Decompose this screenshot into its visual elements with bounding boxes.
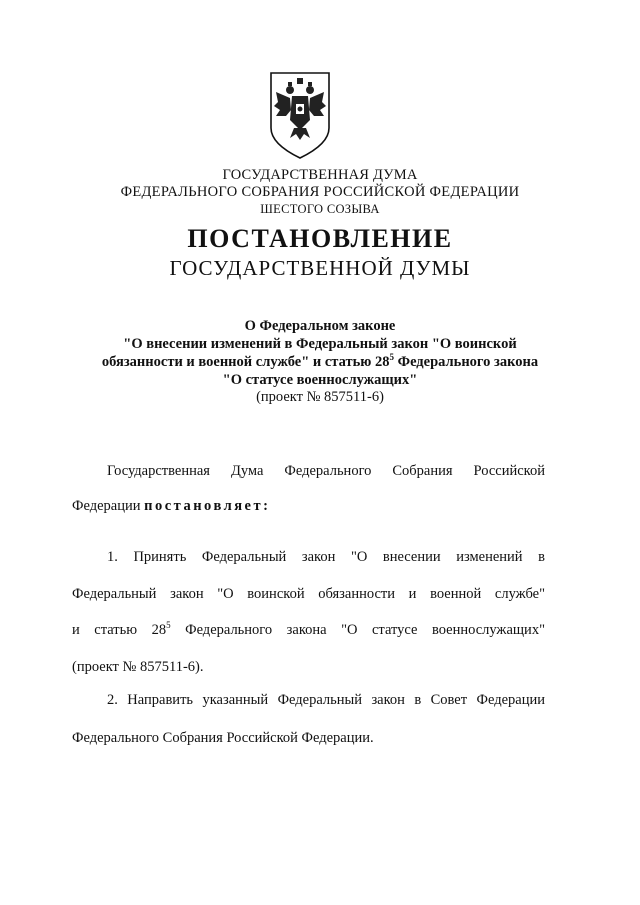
document-type-title: ПОСТАНОВЛЕНИЕ [187, 224, 453, 253]
paragraph-1-line-3-post: Федерального закона "О статусе военнослужащих" [170, 622, 545, 638]
intro-line-1: Государственная Дума Федерального Собрания Российской [107, 463, 545, 479]
project-number: (проект № 857511-6) [256, 389, 384, 405]
subject-line-3-pre: обязанности и военной службе" и статью 28 [101, 354, 390, 370]
article-superscript: 5 [389, 352, 394, 363]
paragraph-1-line-3-pre: и статью 28 [72, 622, 167, 638]
article-superscript: 5 [166, 620, 171, 631]
convocation: ШЕСТОГО СОЗЫВА [260, 202, 380, 216]
subject-line-2: "О внесении изменений в Федеральный закон "О воинской [123, 336, 517, 352]
resolves-word: постановляет: [144, 498, 271, 514]
subject-line-3-post: Федерального закона [393, 354, 539, 370]
org-line-2: ФЕДЕРАЛЬНОГО СОБРАНИЯ РОССИЙСКОЙ ФЕДЕРАЦИИ [120, 184, 520, 200]
org-line-1: ГОСУДАРСТВЕННАЯ ДУМА [222, 167, 418, 183]
coat-of-arms-emblem [268, 70, 332, 162]
document-issuer: ГОСУДАРСТВЕННОЙ ДУМЫ [169, 256, 471, 280]
paragraph-1-line-4: (проект № 857511-6). [72, 659, 204, 675]
paragraph-1-line-1: 1. Принять Федеральный закон "О внесении изменений в [107, 549, 545, 565]
paragraph-1-line-3 [72, 622, 545, 639]
subject-line-4: "О статусе военнослужащих" [222, 372, 418, 388]
subject-line-3 [0, 354, 640, 371]
intro-line-2 [72, 498, 270, 515]
subject-line-1: О Федеральном законе [244, 318, 396, 334]
paragraph-2-line-2: Федерального Собрания Российской Федерации. [72, 730, 374, 746]
intro-line-2-pre: Федерации [72, 498, 145, 514]
paragraph-1-line-2: Федеральный закон "О воинской обязанности и военной службе" [72, 586, 545, 602]
paragraph-2-line-1: 2. Направить указанный Федеральный закон в Совет Федерации [107, 692, 545, 708]
